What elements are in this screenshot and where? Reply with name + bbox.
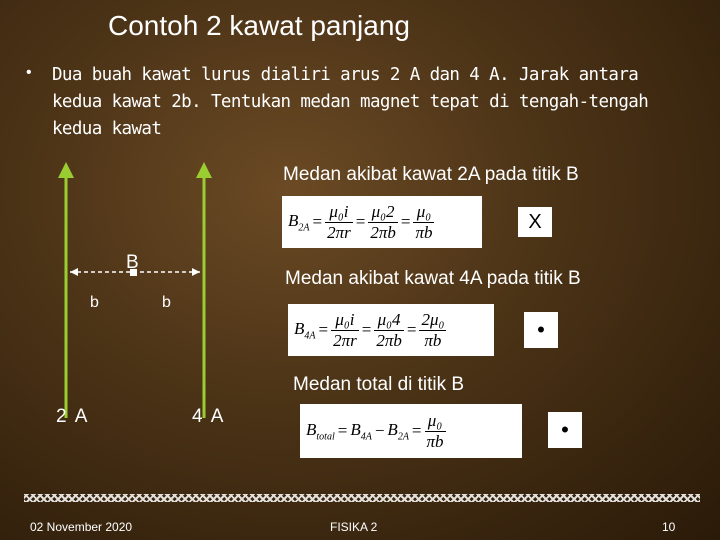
distance-left-label: b: [90, 294, 99, 311]
section3-heading: Medan total di titik B: [293, 374, 465, 395]
wire-diagram: [40, 160, 240, 420]
problem-statement: Dua buah kawat lurus dialiri arus 2 A dan 4 A. Jarak antara kedua kawat 2b. Tentukan medan magnet tepat di tengah-tengah kedua kawat: [52, 65, 649, 139]
eq3-lhs: $B_{total}$: [306, 419, 335, 443]
wire-right-current-label: 4 A: [192, 406, 226, 427]
equation-b4a: $B_{4A}$ = $\frac{\text{μ₀i}}{2\pi r}$ = $\frac{\text{μ₀4}}{2\pi b}$ = $\frac{\text{2μ₀}}{\pi b}$: [288, 304, 494, 356]
bullet-marker: •: [26, 64, 32, 81]
equation-b2a: $B_{2A}$ = $\frac{\text{μ₀i}}{2\pi r}$ = $\frac{\text{μ₀2}}{2\pi b}$ = $\frac{\text{μ₀}}{\pi b}$: [282, 196, 482, 248]
footer-date: 02 November 2020: [30, 520, 133, 534]
section1-heading: Medan akibat kawat 2A pada titik B: [283, 164, 579, 185]
eq1-lhs: $B_{2A}$: [288, 210, 310, 234]
wire-right: [196, 162, 212, 418]
eq2-lhs: $B_{4A}$: [294, 318, 316, 342]
footer-page-number: 10: [662, 520, 676, 534]
wire-left-current-label: 2 A: [56, 406, 90, 427]
slide-title: Contoh 2 kawat panjang: [108, 10, 410, 41]
section2-heading: Medan akibat kawat 4A pada titik B: [285, 268, 581, 289]
distance-right-label: b: [162, 294, 171, 311]
footer-divider: [24, 494, 700, 502]
footer-course: FISIKA 2: [330, 520, 378, 534]
direction-total-symbol: •: [548, 412, 582, 448]
point-b-label: B: [126, 252, 139, 273]
direction-out-of-page-symbol: •: [524, 312, 558, 348]
direction-into-page-symbol: X: [518, 207, 552, 237]
equation-btotal: $B_{total}$ = $B_{4A}$ − $B_{2A}$ = $\frac{\text{μ₀}}{\pi b}$: [300, 404, 522, 458]
wire-left: [58, 162, 74, 418]
